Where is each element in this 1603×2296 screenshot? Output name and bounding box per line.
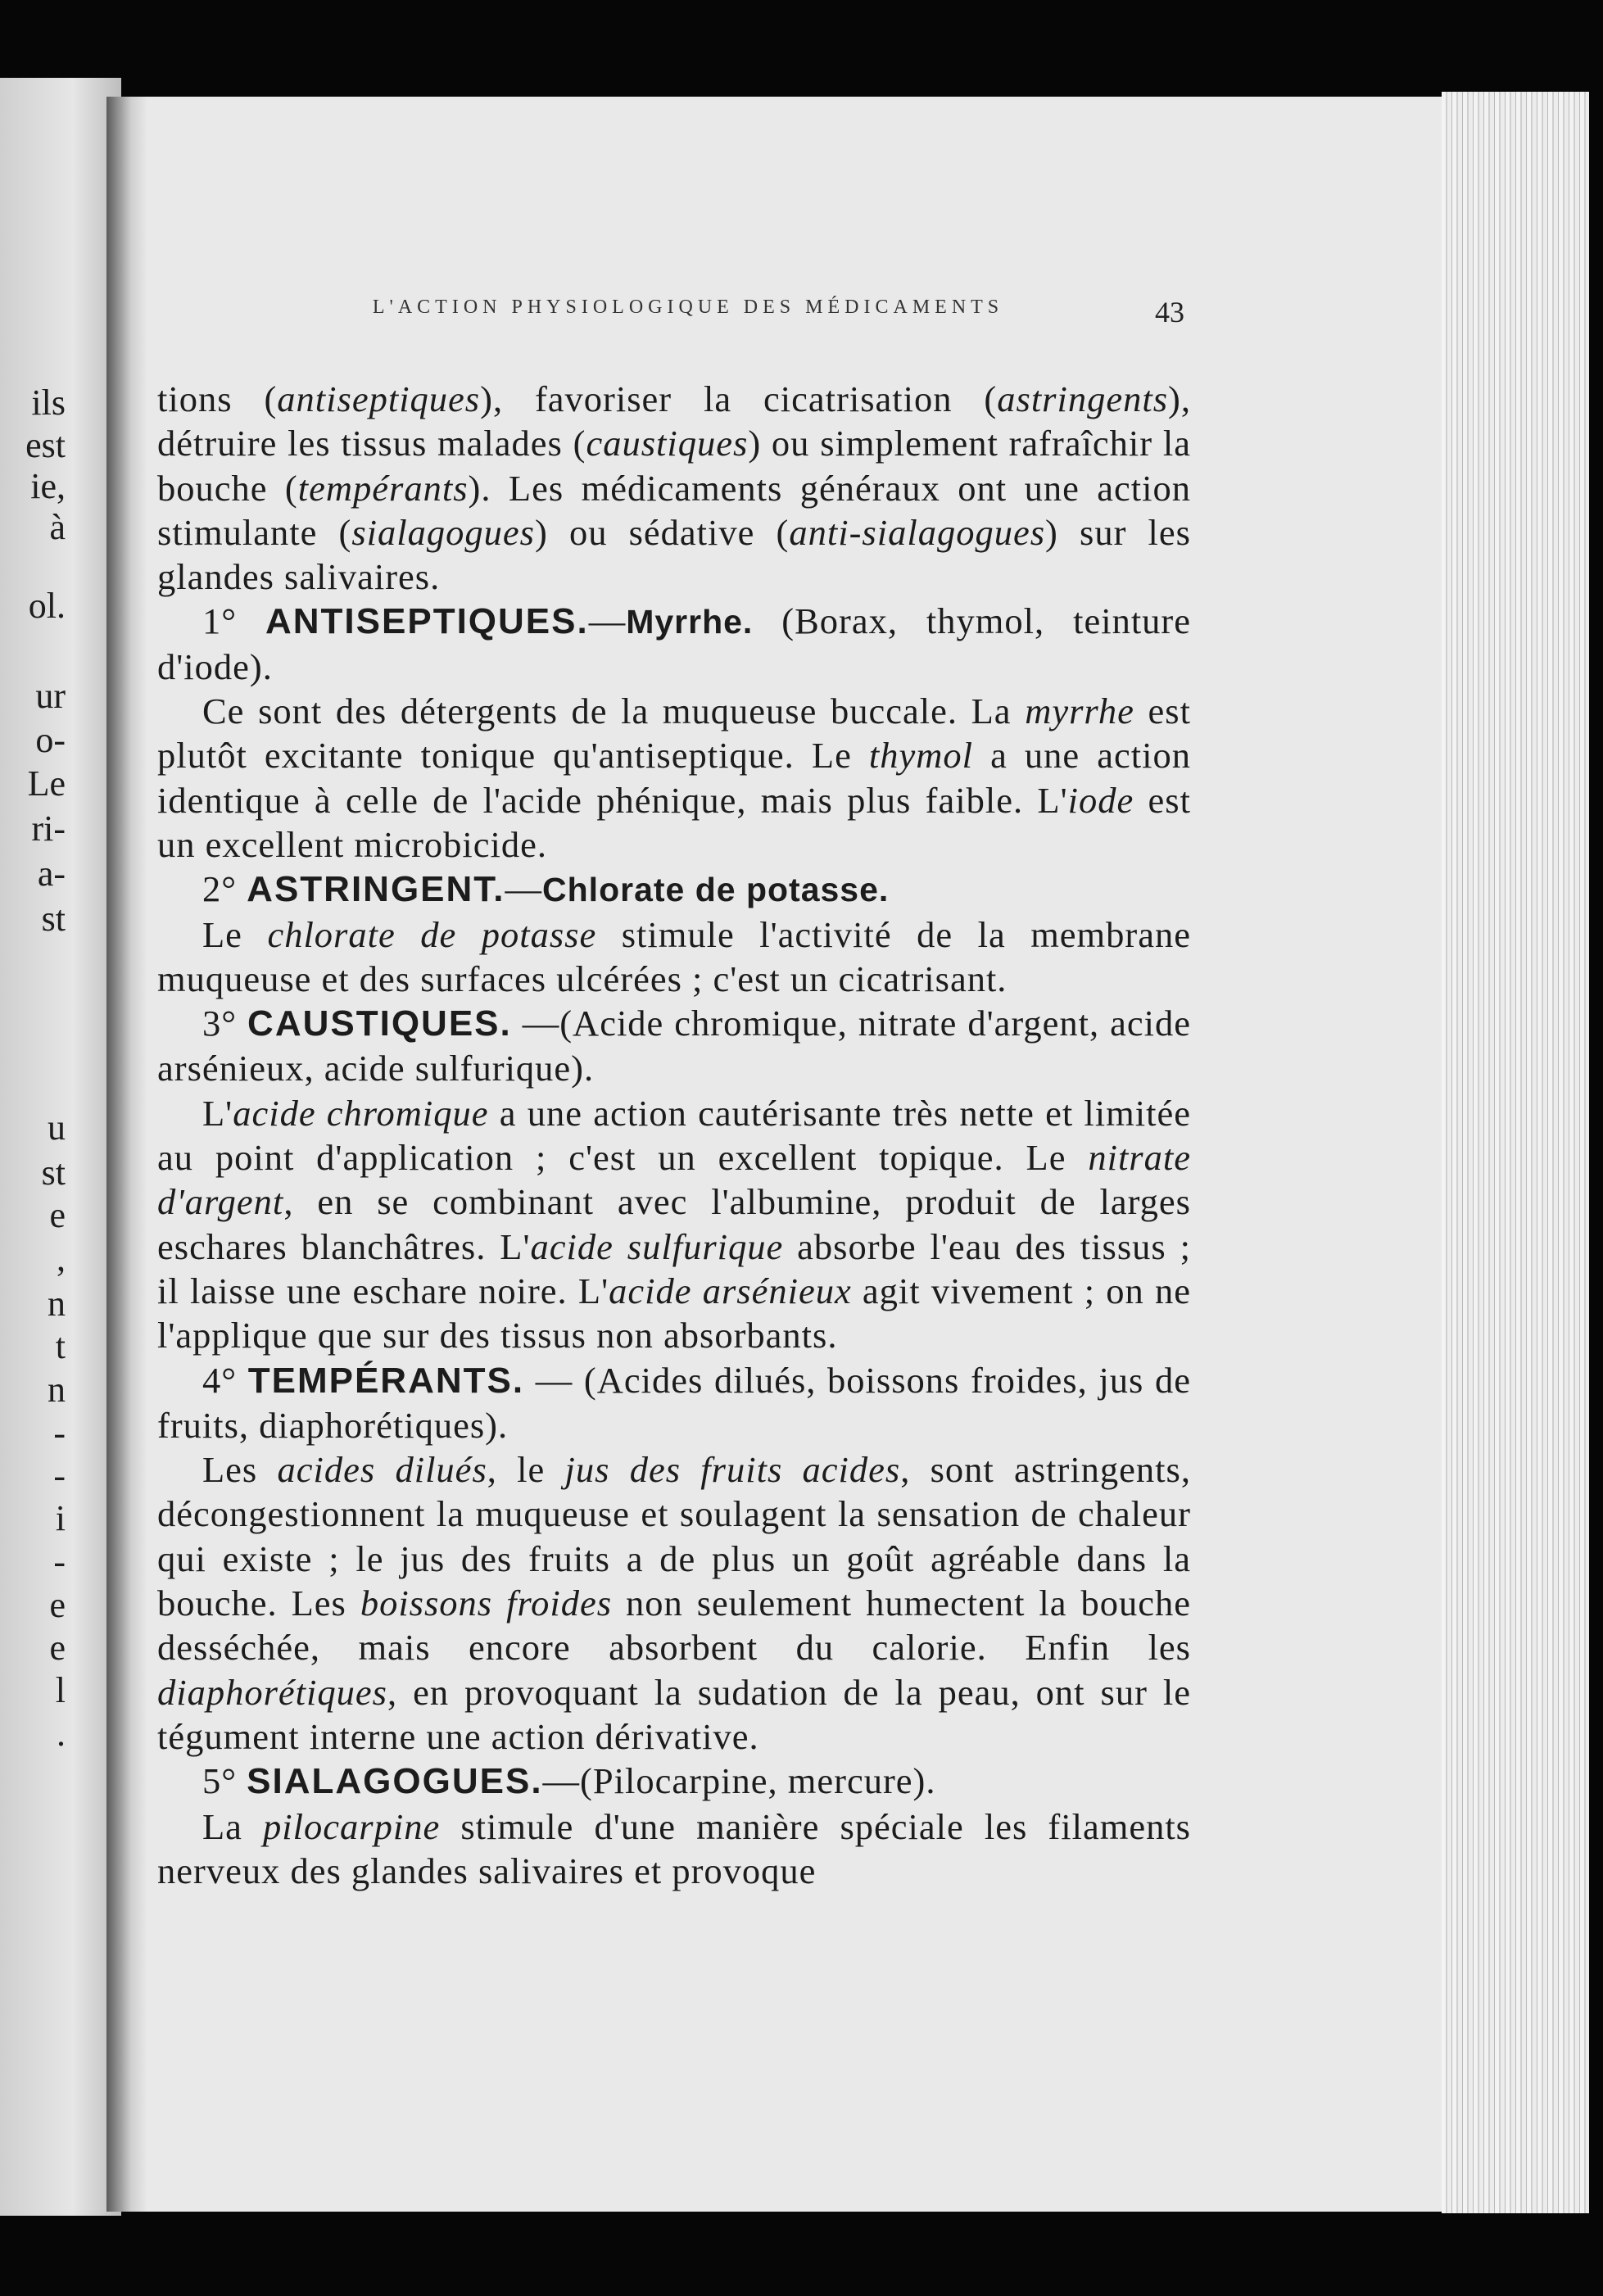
facing-page-fragment: - xyxy=(53,1456,66,1496)
facing-page-fragment: st xyxy=(41,899,66,939)
facing-page-fragment: - xyxy=(53,1542,66,1582)
facing-page-fragment: l xyxy=(55,1670,66,1710)
facing-page-fragment: e xyxy=(49,1195,66,1235)
facing-page-fragment: a- xyxy=(37,854,66,894)
section-heading-sialagogues: 5° SIALAGOGUES.—(Pilocarpine, mercure). xyxy=(202,1760,936,1802)
facing-page-fragment: ie, xyxy=(30,466,66,506)
facing-page-fragment: Le xyxy=(27,763,66,804)
facing-page-fragment: ur xyxy=(35,676,66,716)
facing-page-fragment: ils xyxy=(31,383,66,423)
facing-page-fragment: o- xyxy=(35,720,66,760)
paragraph-intro: tions (antiseptiques), favoriser la cicatrisation (astringents), détruire les tissus malades (caustiques) ou simplement rafraîchir la bouche (tempérants). Les médicaments généraux ont une action stimulante (sialagogues) ou sédative (anti-sialagogues) sur les glandes salivaires. xyxy=(157,378,1192,598)
facing-page-fragment: i xyxy=(55,1498,66,1538)
page-body xyxy=(157,377,1191,1893)
facing-page-fragment: ri- xyxy=(31,808,66,849)
page-stack-edge xyxy=(1442,92,1589,2213)
paragraph-sialagogues: La pilocarpine stimule d'une manière spéciale les filaments nerveux des glandes salivaires et provoque xyxy=(157,1805,1192,1891)
section-heading-temperants: 4° TEMPÉRANTS. — (Acides dilués, boissons froides, jus de fruits, diaphorétiques). xyxy=(157,1359,1191,1446)
facing-page-fragment: e xyxy=(49,1628,66,1668)
facing-page-fragment: e xyxy=(49,1585,66,1625)
section-heading-antiseptiques: 1° ANTISEPTIQUES.—Myrrhe. (Borax, thymol, teinture d'iode). xyxy=(157,600,1191,687)
paragraph-caustiques: L'acide chromique a une action cautérisante très nette et limitée au point d'application ; c'est un excellent topique. Le nitrate d'argent, en se combinant avec l'albumine, produit de larges eschares blanchâtres. L'acide sulfurique absorbe l'eau des tissus ; il laisse une eschare noire. L'acide arsénieux agit vivement ; on ne l'applique que sur des tissus non absorbants. xyxy=(157,1092,1192,1356)
paragraph-antiseptiques: Ce sont des détergents de la muqueuse buccale. La myrrhe est plutôt excitante tonique qu'antiseptique. Le thymol a une action identique à celle de l'acide phénique, mais plus faible. L'iode est un excellent microbicide. xyxy=(157,691,1191,865)
facing-page-fragment: ol. xyxy=(28,586,66,626)
facing-page-fragment: st xyxy=(41,1153,66,1193)
facing-page-fragment: est xyxy=(25,425,66,465)
facing-page-fragment: u xyxy=(48,1107,66,1148)
section-heading-caustiques: 3° CAUSTIQUES. —(Acide chromique, nitrate d'argent, acide arsénieux, acide sulfurique). xyxy=(157,1003,1191,1089)
running-head: L'ACTION PHYSIOLOGIQUE DES MÉDICAMENTS xyxy=(372,297,1004,318)
facing-page-fragment: n xyxy=(48,1370,66,1410)
section-heading-astringent: 2° ASTRINGENT.—Chlorate de potasse. xyxy=(202,868,890,910)
facing-page-fragment: , xyxy=(57,1239,66,1279)
paragraph-temperants: Les acides dilués, le jus des fruits acides, sont astringents, décongestionnent la muqueuse et soulagent la sensation de chaleur qui existe ; le jus des fruits a de plus un goût agréable dans la bouche. Les boissons froides non seulement humectent la bouche desséchée, mais encore absorbent du calorie. Enfin les diaphorétiques, en provoquant la sudation de la peau, ont sur le tégument interne une action dérivative. xyxy=(157,1449,1192,1757)
facing-page-fragment: à xyxy=(49,507,66,547)
facing-page-fragment: t xyxy=(55,1326,66,1366)
page-gutter xyxy=(106,97,147,2212)
facing-page-fragment: n xyxy=(48,1284,66,1324)
page-number: 43 xyxy=(1155,296,1184,328)
facing-page-fragment: - xyxy=(53,1413,66,1453)
facing-page-fragment: . xyxy=(57,1714,66,1754)
paragraph-astringent: Le chlorate de potasse stimule l'activité de la membrane muqueuse et des surfaces ulcérées ; c'est un cicatrisant. xyxy=(157,913,1191,999)
